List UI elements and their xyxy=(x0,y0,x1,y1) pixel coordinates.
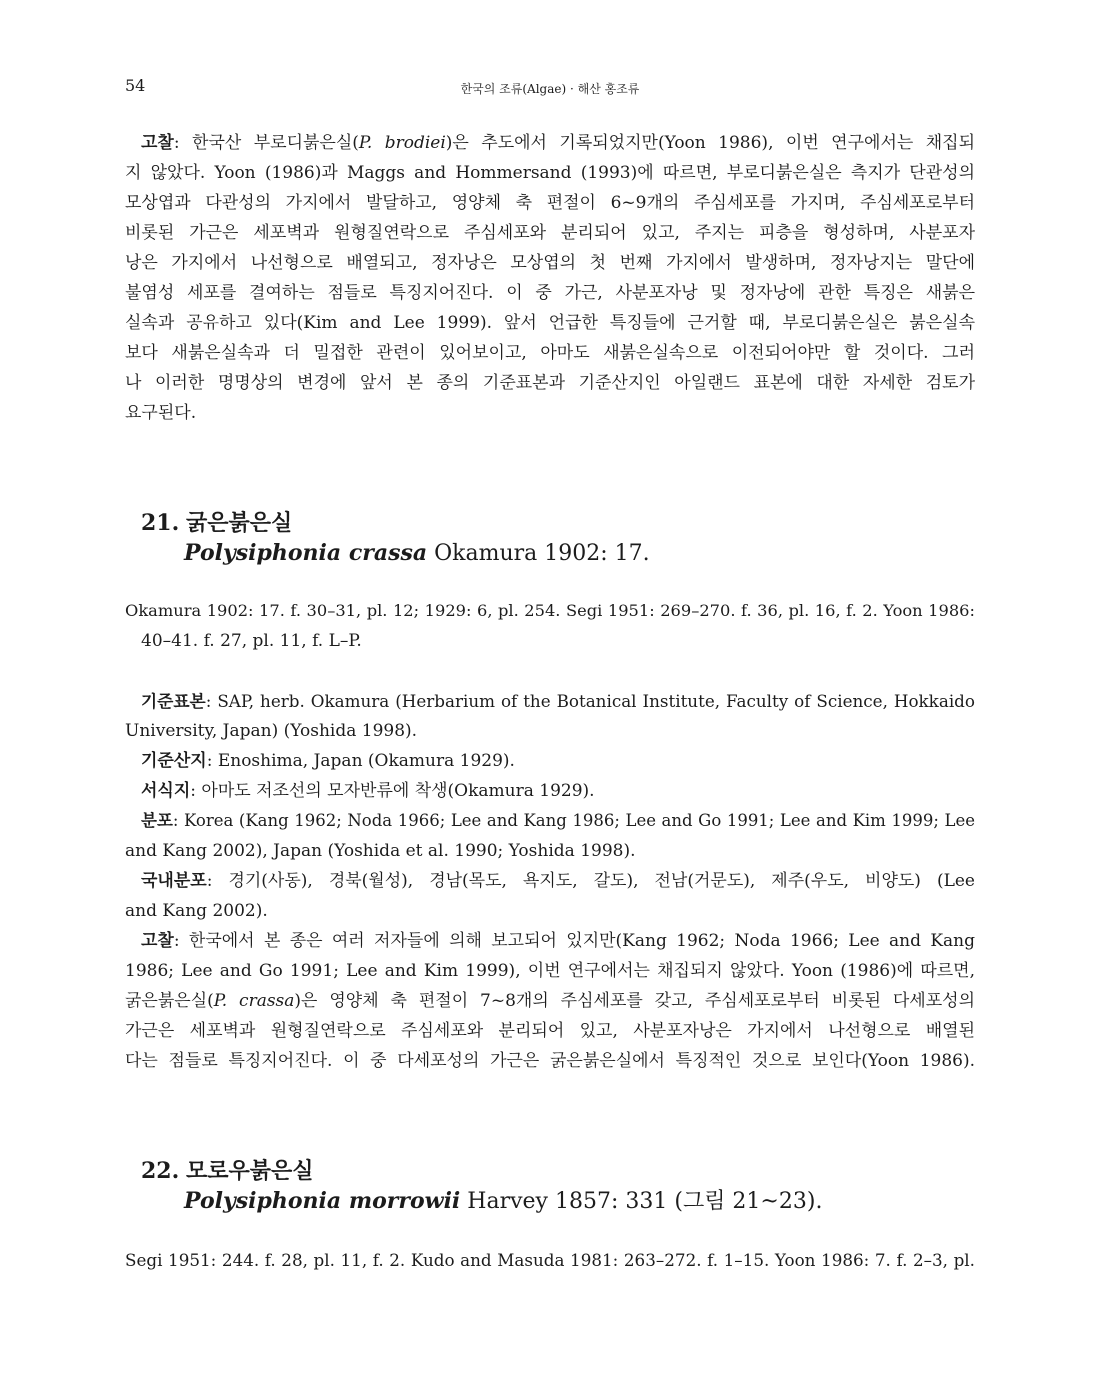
intro-line-1: 고찰: 한국산 부로디붉은실(P. brodiei)은 추도에서 기록되었지만(Yoon 1986), 이번 연구에서는 채집되 xyxy=(141,133,975,153)
section-22-scientific-name: Polysiphonia morrowii Harvey 1857: 331 (그림 21~23). xyxy=(184,1188,823,1214)
remarks-line-1: 고찰: 한국에서 본 종은 여러 저자들에 의해 보고되어 있지만(Kang 1962; Noda 1966; Lee and Kang xyxy=(141,931,975,951)
intro-line-10: 요구된다. xyxy=(125,403,197,423)
intro-line-3: 모상엽과 다관성의 가지에서 발달하고, 영양체 축 편절이 6~9개의 주심세포를 가지며, 주심세포로부터 xyxy=(125,193,975,213)
section-21-reference-line-2: 40–41. f. 27, pl. 11, f. L–P. xyxy=(141,631,362,651)
korean-distribution-line-2: and Kang 2002). xyxy=(125,901,268,921)
type-locality-term: 기준산지 xyxy=(141,751,207,771)
section-21-reference-line-1: Okamura 1902: 17. f. 30–31, pl. 12; 1929: 6, pl. 254. Segi 1951: 269–270. f. 36, pl. 16, f. 2. Yoon 1986: xyxy=(125,601,975,620)
remarks-line-3: 굵은붉은실(P. crassa)은 영양체 축 편절이 7~8개의 주심세포를 갖고, 주심세포로부터 비롯된 다세포성의 xyxy=(125,991,975,1011)
distribution-term: 분포 xyxy=(141,811,173,830)
korean-distribution-term: 국내분포 xyxy=(141,871,207,891)
distribution-line-2: and Kang 2002), Japan (Yoshida et al. 1990; Yoshida 1998). xyxy=(125,841,636,861)
intro-line-4: 비롯된 가근은 세포벽과 원형질연락으로 주심세포와 분리되어 있고, 주지는 피층을 형성하며, 사분포자 xyxy=(125,223,975,243)
section-21-korean-name: 굵은붉은실 xyxy=(186,510,293,536)
species-abbrev-2: P. crassa xyxy=(213,991,295,1011)
intro-line-9: 나 이러한 명명상의 변경에 앞서 본 종의 기준표본과 기준산지인 아일랜드 표본에 대한 자세한 검토가 xyxy=(125,373,975,393)
species-abbrev: P. brodiei xyxy=(358,133,446,153)
intro-line-2: 지 않았다. Yoon (1986)과 Maggs and Hommersand (1993)에 따르면, 부로디붉은실은 측지가 단관성의 xyxy=(125,163,975,183)
type-specimen-line-2: University, Japan) (Yoshida 1998). xyxy=(125,721,418,741)
korean-distribution-line-1: 국내분포: 경기(사동), 경북(월성), 경남(목도, 욕지도, 갈도), 전남(거문도), 제주(우도, 비양도) (Lee xyxy=(141,871,975,891)
remarks-line-4: 가근은 세포벽과 원형질연락으로 주심세포와 분리되어 있고, 사분포자낭은 가지에서 나선형으로 배열된 xyxy=(125,1021,975,1041)
intro-line-8: 보다 새붉은실속과 더 밀접한 관련이 있어보이고, 아마도 새붉은실속으로 이전되어야만 할 것이다. 그러 xyxy=(125,343,975,363)
distribution-line-1: 분포: Korea (Kang 1962; Noda 1966; Lee and Kang 1986; Lee and Go 1991; Lee and Kim 1999; Lee xyxy=(141,811,975,830)
intro-line-7: 실속과 공유하고 있다(Kim and Lee 1999). 앞서 언급한 특징들에 근거할 때, 부로디붉은실은 붉은실속 xyxy=(125,313,975,333)
intro-line-5: 낭은 가지에서 나선형으로 배열되고, 정자낭은 모상엽의 첫 번째 가지에서 발생하며, 정자낭지는 말단에 xyxy=(125,253,975,273)
remarks-term: 고찰 xyxy=(141,133,174,153)
section-21-scientific-name: Polysiphonia crassa Okamura 1902: 17. xyxy=(184,540,650,566)
type-locality-line: 기준산지: Enoshima, Japan (Okamura 1929). xyxy=(141,751,515,771)
section-22-number: 22. xyxy=(141,1158,180,1184)
habitat-term: 서식지 xyxy=(141,781,191,801)
remarks-line-2: 1986; Lee and Go 1991; Lee and Kim 1999), 이번 연구에서는 채집되지 않았다. Yoon (1986)에 따르면, xyxy=(125,961,975,981)
type-specimen-term: 기준표본 xyxy=(141,691,206,711)
section-22-korean-name: 모로우붉은실 xyxy=(186,1158,314,1184)
habitat-line: 서식지: 아마도 저조선의 모자반류에 착생(Okamura 1929). xyxy=(141,781,595,801)
type-specimen-line-1: 기준표본: SAP, herb. Okamura (Herbarium of the Botanical Institute, Faculty of Science, Hokkaido xyxy=(141,691,975,711)
remarks-term-2: 고찰 xyxy=(141,931,174,951)
intro-line-6: 불염성 세포를 결여하는 점들로 특징지어진다. 이 중 가근, 사분포자낭 및 정자낭에 관한 특징은 새붉은 xyxy=(125,283,975,303)
section-22-reference-line-1: Segi 1951: 244. f. 28, pl. 11, f. 2. Kudo and Masuda 1981: 263–272. f. 1–15. Yoon 1986: 7. f. 2–3, pl. xyxy=(125,1250,975,1270)
section-21-number: 21. xyxy=(141,510,180,536)
page-number: 54 xyxy=(125,76,146,95)
remarks-line-5: 다는 점들로 특징지어진다. 이 중 다세포성의 가근은 굵은붉은실에서 특징적인 것으로 보인다(Yoon 1986). xyxy=(125,1051,975,1071)
running-title: 한국의 조류(Algae) · 해산 홍조류 xyxy=(460,82,640,96)
